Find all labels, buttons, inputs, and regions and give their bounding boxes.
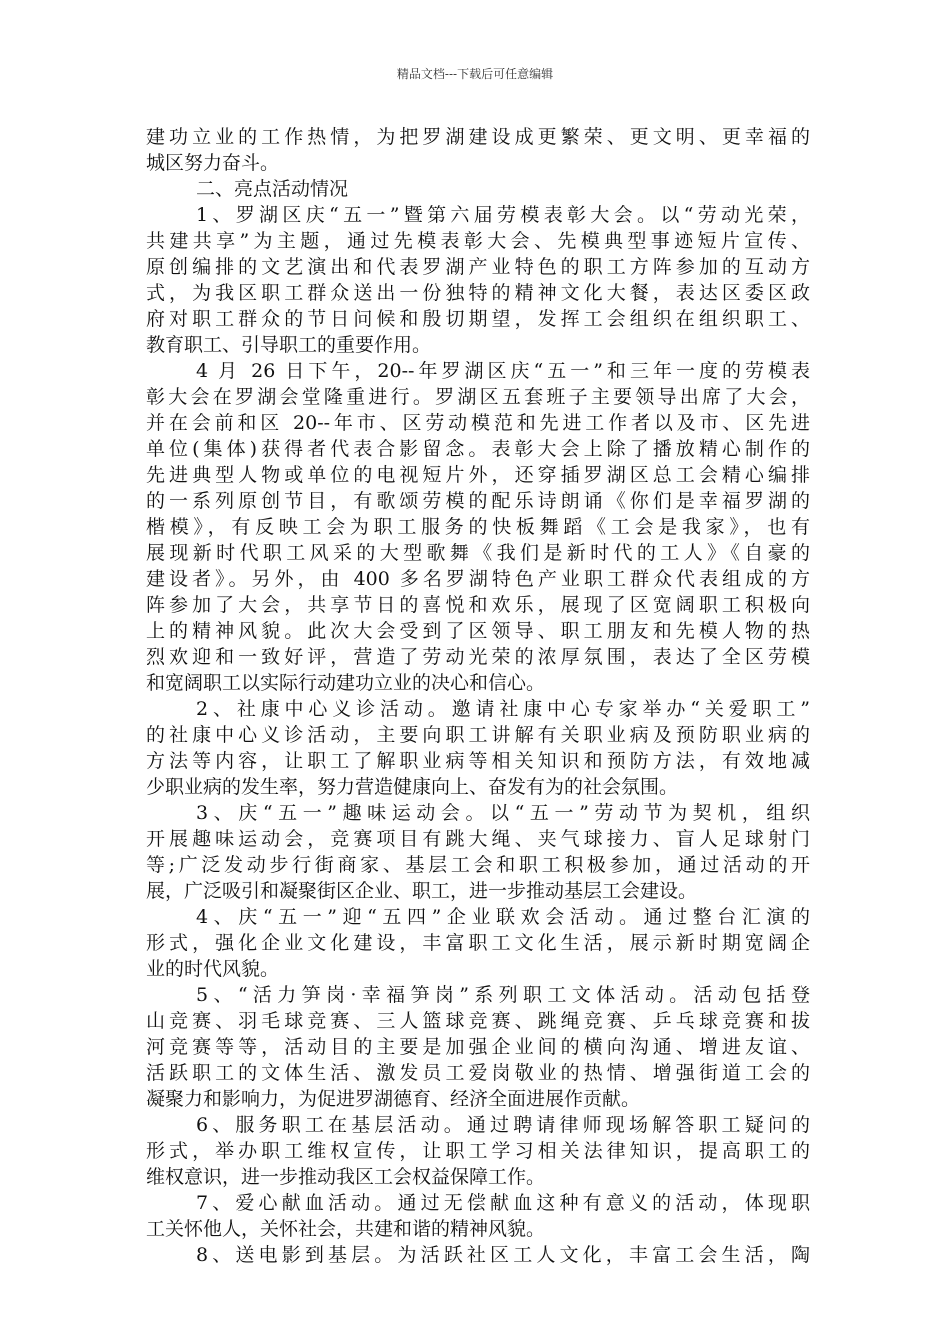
- text-line: 1、罗湖区庆“五一”暨第六届劳模表彰大会。以“劳动光荣，: [196, 204, 810, 226]
- text-line: 山竞赛、羽毛球竞赛、三人篮球竞赛、跳绳竞赛、乒乓球竞赛和拔: [146, 1010, 810, 1032]
- text-line: 展现新时代职工风采的大型歌舞《我们是新时代的工人》《自豪的: [146, 542, 810, 564]
- text-line: 维权意识，进一步推动我区工会权益保障工作。: [146, 1166, 546, 1188]
- text-line: 方法等内容，让职工了解职业病等相关知识和预防方法，有效地减: [146, 750, 810, 772]
- page-header: 精品文档---下载后可任意编辑: [396, 67, 554, 81]
- section-heading: 二、亮点活动情况: [196, 178, 349, 200]
- text-line: 开展趣味运动会，竞赛项目有跳大绳、夹气球接力、盲人足球射门: [146, 828, 810, 850]
- text-line: 教育职工、引导职工的重要作用。: [146, 334, 432, 356]
- text-line: 阵参加了大会，共享节日的喜悦和欢乐，展现了区宽阔职工积极向: [146, 594, 810, 616]
- text-line: 并在会前和区 20--年市、区劳动模范和先进工作者以及市、区先进: [146, 412, 810, 434]
- text-line: 和宽阔职工以实际行动建功立业的决心和信心。: [146, 672, 546, 694]
- text-line: 5、“活力笋岗·幸福笋岗”系列职工文体活动。活动包括登: [196, 984, 810, 1006]
- text-line: 6、服务职工在基层活动。通过聘请律师现场解答职工疑问的: [196, 1114, 810, 1136]
- text-line: 原创编排的文艺演出和代表罗湖产业特色的职工方阵参加的互动方: [146, 256, 810, 278]
- text-line: 式，为我区职工群众送出一份独特的精神文化大餐，表达区委区政: [146, 282, 810, 304]
- text-line: 形式，强化企业文化建设，丰富职工文化生活，展示新时期宽阔企: [146, 932, 810, 954]
- body-text: [146, 124, 810, 1268]
- text-line: 单位(集体)获得者代表合影留念。表彰大会上除了播放精心制作的: [146, 438, 810, 460]
- text-line: 业的时代风貌。: [146, 958, 280, 980]
- text-line: 上的精神风貌。此次大会受到了区领导、职工朋友和先模人物的热: [146, 620, 810, 642]
- text-line: 建功立业的工作热情，为把罗湖建设成更繁荣、更文明、更幸福的: [146, 126, 810, 148]
- text-line: 建设者》。另外，由 400 多名罗湖特色产业职工群众代表组成的方: [146, 568, 810, 590]
- text-line: 4 月 26 日下午，20--年罗湖区庆“五一”和三年一度的劳模表: [196, 360, 810, 382]
- text-line: 7、爱心献血活动。通过无偿献血这种有意义的活动，体现职: [196, 1192, 810, 1214]
- text-line: 先进典型人物或单位的电视短片外，还穿插罗湖区总工会精心编排: [146, 464, 810, 486]
- text-line: 3、庆“五一”趣味运动会。以“五一”劳动节为契机，组织: [196, 802, 810, 824]
- text-line: 楷模》，有反映工会为职工服务的快板舞蹈《工会是我家》，也有: [146, 516, 810, 538]
- text-line: 的一系列原创节目，有歌颂劳模的配乐诗朗诵《你们是幸福罗湖的: [146, 490, 810, 512]
- text-line: 2、社康中心义诊活动。邀请社康中心专家举办“关爱职工”: [196, 698, 810, 720]
- text-line: 展，广泛吸引和凝聚街区企业、职工，进一步推动基层工会建设。: [146, 880, 698, 902]
- text-line: 共建共享”为主题，通过先模表彰大会、先模典型事迹短片宣传、: [146, 230, 810, 252]
- text-line: 等;广泛发动步行街商家、基层工会和职工积极参加，通过活动的开: [146, 854, 810, 876]
- text-line: 工关怀他人，关怀社会，共建和谐的精神风貌。: [146, 1218, 546, 1240]
- text-line: 城区努力奋斗。: [146, 152, 280, 174]
- text-line: 彰大会在罗湖会堂隆重进行。罗湖区五套班子主要领导出席了大会，: [146, 386, 810, 408]
- text-line: 形式，举办职工维权宣传，让职工学习相关法律知识，提高职工的: [146, 1140, 810, 1162]
- text-line: 少职业病的发生率，努力营造健康向上、奋发有为的社会氛围。: [146, 776, 679, 798]
- text-line: 8、送电影到基层。为活跃社区工人文化，丰富工会生活，陶: [196, 1244, 810, 1266]
- text-line: 的社康中心义诊活动，主要向职工讲解有关职业病及预防职业病的: [146, 724, 810, 746]
- text-line: 活跃职工的文体生活、激发员工爱岗敬业的热情、增强街道工会的: [146, 1062, 810, 1084]
- text-line: 4、庆“五一”迎“五四”企业联欢会活动。通过整台汇演的: [196, 906, 810, 928]
- text-line: 烈欢迎和一致好评，营造了劳动光荣的浓厚氛围，表达了全区劳模: [146, 646, 810, 668]
- text-line: 府对职工群众的节日问候和殷切期望，发挥工会组织在组织职工、: [146, 308, 810, 330]
- text-line: 凝聚力和影响力，为促进罗湖德育、经济全面进展作贡献。: [146, 1088, 641, 1110]
- text-line: 河竞赛等等，活动目的主要是加强企业间的横向沟通、增进友谊、: [146, 1036, 810, 1058]
